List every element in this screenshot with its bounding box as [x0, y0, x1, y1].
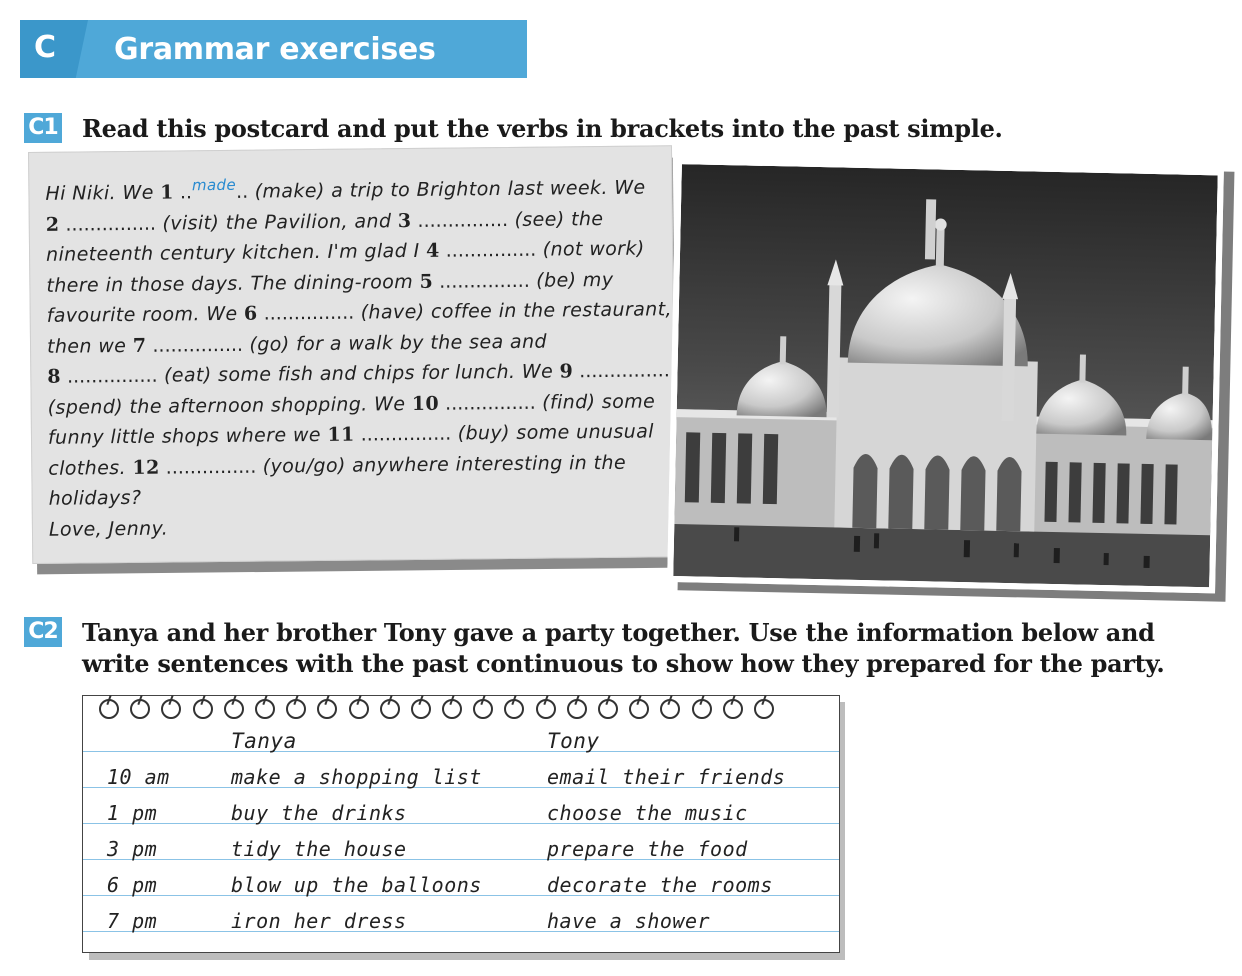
postcard-text-segment: funny little shops where we [47, 423, 328, 449]
pavilion-illustration [673, 164, 1218, 587]
spiral-ring-icon [723, 699, 743, 719]
gap-number: 2 [45, 213, 60, 236]
row-time: 6 pm [107, 873, 158, 897]
column-header-tanya: Tanya [231, 729, 297, 753]
row-tony-task: prepare the food [547, 837, 748, 861]
gap-number: 11 [327, 423, 355, 446]
postcard-text-segment: (be) my [529, 268, 614, 292]
spiral-ring-icon [660, 699, 680, 719]
notepad-rings [99, 699, 785, 723]
c2-instruction-line-2: write sentences with the past continuous to show how they prepared for the party. [82, 649, 1165, 678]
row-tanya-task: blow up the balloons [231, 873, 482, 897]
postcard-text-segment: (buy) some unusual [451, 420, 654, 445]
spiral-ring-icon [349, 699, 369, 719]
gap-dots: ............... [433, 269, 530, 293]
spiral-ring-icon [567, 699, 587, 719]
row-time: 1 pm [107, 801, 158, 825]
postcard [28, 145, 676, 564]
gap-dots: ............... [439, 238, 537, 262]
postcard-line [46, 268, 613, 296]
postcard-text-segment: (go) for a walk by the sea and [242, 330, 548, 356]
spiral-ring-icon [224, 699, 244, 719]
spiral-ring-icon [161, 699, 181, 719]
postcard-line [48, 420, 654, 448]
spiral-ring-icon [193, 699, 213, 719]
c2-instruction-line-1: Tanya and her brother Tony gave a party together. Use the information below and [82, 618, 1155, 647]
postcard-text-segment: (you/go) anywhere interesting in the [256, 451, 627, 478]
spiral-ring-icon [286, 699, 306, 719]
gap-number: 6 [243, 302, 258, 325]
spiral-ring-icon [317, 699, 337, 719]
gap-dots: ............... [438, 391, 536, 415]
row-tony-task: have a shower [547, 909, 711, 933]
exercise-badge-c1: C1 [24, 113, 62, 143]
spiral-ring-icon [598, 699, 618, 719]
spiral-ring-icon [255, 699, 275, 719]
postcard-line [48, 451, 626, 479]
postcard-text-segment: favourite room. We [46, 302, 245, 327]
postcard-text-segment: (make) a trip to Brighton last week. We [248, 176, 646, 203]
spiral-ring-icon [504, 699, 524, 719]
spiral-ring-icon [536, 699, 556, 719]
gap-dots: ............... [573, 359, 670, 383]
row-tony-task: email their friends [547, 765, 786, 789]
row-tanya-task: iron her dress [231, 909, 407, 933]
gap-number: 8 [47, 365, 62, 388]
section-header [20, 20, 527, 78]
spiral-ring-icon [380, 699, 400, 719]
row-tanya-task: make a shopping list [231, 765, 482, 789]
gap-dots: ............... [411, 208, 509, 232]
row-tanya-task: buy the drinks [231, 801, 407, 825]
postcard-text-segment: (spend) the afternoon shopping. We [47, 392, 412, 419]
gap-dots: ............... [354, 422, 452, 446]
column-header-tony: Tony [547, 729, 600, 753]
spiral-ring-icon [692, 699, 712, 719]
postcard-text-segment: Hi Niki. We [45, 181, 161, 205]
postcard-text [29, 146, 673, 541]
postcard-line [46, 207, 604, 235]
pavilion-photo [667, 158, 1224, 593]
postcard-text-segment: (have) coffee in the restaurant, [354, 298, 673, 324]
postcard-line [49, 517, 168, 540]
gap-dots: .. [236, 180, 249, 203]
gap-number: 7 [132, 334, 147, 357]
notepad-rule [83, 931, 839, 932]
postcard-line [49, 487, 142, 510]
gap-number: 10 [411, 392, 440, 415]
postcard-text-segment: (see) the [507, 207, 604, 231]
postcard-line [45, 177, 645, 205]
spiral-ring-icon [754, 699, 774, 719]
gap-number: 5 [419, 270, 434, 293]
section-title: Grammar exercises [114, 32, 436, 67]
postcard-line [48, 390, 656, 418]
row-tony-task: choose the music [547, 801, 748, 825]
postcard-line [46, 238, 645, 266]
postcard-text-segment: holidays? [48, 486, 142, 510]
postcard-text-segment: clothes. [48, 456, 133, 480]
section-letter: C [34, 30, 57, 65]
gap-dots: ............... [146, 333, 244, 357]
postcard-text-segment: (not work) [536, 237, 645, 261]
exercise-badge-c2: C2 [24, 617, 62, 647]
spiral-ring-icon [473, 699, 493, 719]
row-tony-task: decorate the rooms [547, 873, 773, 897]
spiral-ring-icon [130, 699, 150, 719]
gap-number: 12 [132, 456, 160, 479]
example-answer: made [191, 175, 237, 195]
c1-instruction: Read this postcard and put the verbs in brackets into the past simple. [82, 114, 1003, 143]
postcard-text-segment: (visit) the Pavilion, and [155, 209, 398, 235]
gap-dots: ............... [59, 212, 157, 236]
postcard-text-segment: Love, Jenny. [48, 517, 169, 541]
gap-dots: ............... [159, 455, 257, 479]
gap-number: 1 [160, 181, 174, 204]
row-time: 3 pm [107, 837, 158, 861]
row-tanya-task: tidy the house [231, 837, 407, 861]
row-time: 10 am [107, 765, 170, 789]
postcard-text-segment: (find) some [535, 389, 656, 414]
gap-number: 3 [397, 209, 412, 232]
postcard-text-segment: (eat) some fish and chips for lunch. We [157, 360, 560, 387]
postcard-text-segment: there in those days. The dining-room [46, 270, 420, 297]
notepad-rule [83, 751, 839, 752]
postcard-line [47, 298, 672, 327]
postcard-line [47, 359, 670, 388]
gap-number: 9 [559, 360, 574, 383]
gap-dots: ............... [60, 364, 158, 388]
notepad [82, 695, 840, 953]
row-time: 7 pm [107, 909, 158, 933]
gap-dots: .. [173, 181, 193, 204]
spiral-ring-icon [411, 699, 431, 719]
spiral-ring-icon [99, 699, 119, 719]
spiral-ring-icon [442, 699, 462, 719]
gap-number: 4 [425, 239, 440, 262]
gap-dots: ............... [257, 301, 355, 325]
postcard-text-segment: nineteenth century kitchen. I'm glad I [45, 239, 427, 266]
postcard-line [47, 330, 547, 357]
spiral-ring-icon [629, 699, 649, 719]
postcard-text-segment: then we [46, 334, 133, 358]
